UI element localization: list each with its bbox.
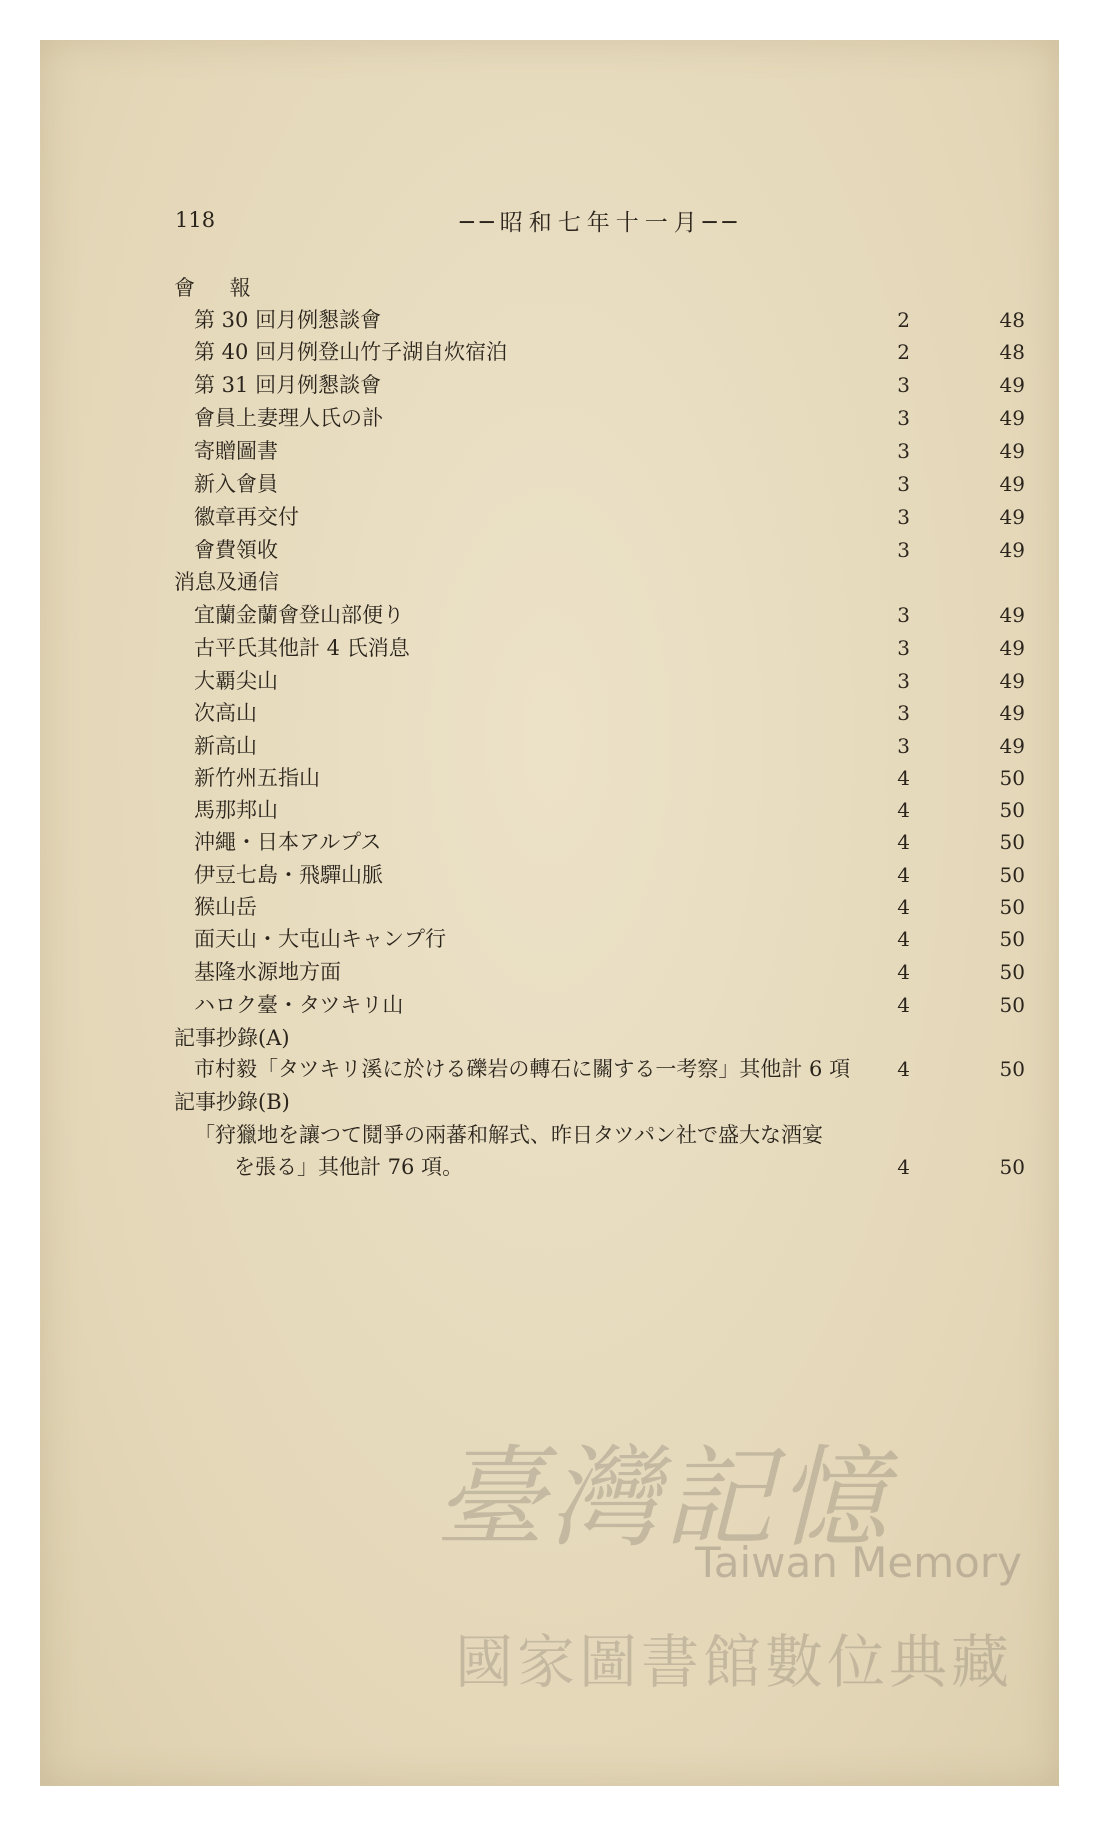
toc-entry-number: 3	[897, 603, 910, 627]
toc-entry-number: 4	[897, 927, 910, 951]
toc-entry-page: 50	[999, 993, 1025, 1017]
toc-entry-title: 寄贈圖書	[194, 439, 278, 463]
toc-entry-number: 3	[897, 701, 910, 725]
document-page	[40, 40, 1059, 1786]
toc-entry-title: ハロク臺・タツキリ山	[194, 993, 404, 1017]
toc-entry-number: 4	[897, 993, 910, 1017]
toc-entry-title: 大覇尖山	[194, 669, 278, 693]
toc-entry-number: 2	[897, 308, 910, 332]
watermark-calligraphy-logo: 臺灣記憶	[435, 1434, 891, 1562]
toc-entry-number: 3	[897, 505, 910, 529]
watermark-institution-text: 國家圖書館數位典藏	[455, 1628, 1014, 1696]
toc-entry-page: 50	[999, 895, 1025, 919]
toc-entry-title: 面天山・大屯山キャンプ行	[194, 927, 446, 951]
toc-entry-title: 會員上妻理人氏の訃	[194, 406, 383, 430]
toc-entry-number: 4	[897, 863, 910, 887]
toc-entry-number: 4	[897, 766, 910, 790]
toc-entry-number: 4	[897, 895, 910, 919]
section-heading-news: 消息及通信	[174, 570, 279, 594]
toc-entry-page: 49	[999, 669, 1025, 693]
section-heading-article-excerpts-b: 記事抄錄(B)	[174, 1090, 290, 1114]
toc-entry-title: 宜蘭金蘭會登山部便り	[194, 603, 404, 627]
toc-entry-title: 會費領收	[194, 538, 278, 562]
toc-entry-page: 50	[999, 863, 1025, 887]
toc-entry-page: 50	[999, 927, 1025, 951]
toc-entry-page: 49	[999, 373, 1025, 397]
toc-entry-number: 4	[897, 1155, 910, 1179]
toc-entry-page: 49	[999, 734, 1025, 758]
toc-entry-number: 3	[897, 538, 910, 562]
section-heading-kaiho: 會 報	[174, 276, 265, 300]
running-header-date: ──昭和七年十一月──	[460, 210, 743, 236]
toc-entry-page: 49	[999, 636, 1025, 660]
toc-entry-number: 3	[897, 439, 910, 463]
toc-entry-title: 新竹州五指山	[194, 766, 320, 790]
toc-entry-number: 4	[897, 830, 910, 854]
toc-entry-page: 50	[999, 1155, 1025, 1179]
toc-entry-number: 2	[897, 340, 910, 364]
toc-entry-title: 新高山	[194, 734, 257, 758]
toc-entry-page: 49	[999, 505, 1025, 529]
watermark-latin-text: Taiwan Memory	[695, 1538, 1022, 1587]
toc-entry-page: 50	[999, 1057, 1025, 1081]
toc-entry-title: 第 31 回月例懇談會	[194, 373, 382, 397]
toc-entry-page: 48	[999, 308, 1025, 332]
toc-entry-number: 4	[897, 1057, 910, 1081]
toc-entry-page: 49	[999, 701, 1025, 725]
toc-entry-title: 次高山	[194, 701, 257, 725]
toc-entry-page: 50	[999, 960, 1025, 984]
toc-entry-page: 50	[999, 830, 1025, 854]
table-of-contents	[40, 40, 1059, 1786]
toc-entry-title-line1: 「狩獵地を讓つて鬩爭の兩蕃和解式、昨日タツパン社で盛大な酒宴	[194, 1123, 823, 1147]
toc-entry-title: 伊豆七島・飛驒山脈	[194, 863, 383, 887]
section-heading-article-excerpts-a: 記事抄錄(A)	[174, 1026, 290, 1050]
toc-entry-title: 沖繩・日本アルプス	[194, 830, 382, 854]
toc-entry-page: 49	[999, 439, 1025, 463]
toc-entry-title: 第 30 回月例懇談會	[194, 308, 382, 332]
toc-entry-page: 48	[999, 340, 1025, 364]
toc-entry-title: 猴山岳	[194, 895, 257, 919]
toc-entry-number: 4	[897, 798, 910, 822]
toc-entry-title: 第 40 回月例登山竹子湖自炊宿泊	[194, 340, 508, 364]
toc-entry-title: 古平氏其他計 4 氏消息	[194, 636, 410, 660]
toc-entry-page: 49	[999, 538, 1025, 562]
toc-entry-title: 徽章再交付	[194, 505, 299, 529]
toc-entry-number: 3	[897, 472, 910, 496]
toc-entry-number: 3	[897, 734, 910, 758]
toc-entry-title-line2: を張る」其他計 76 項。	[234, 1155, 464, 1179]
toc-entry-page: 49	[999, 472, 1025, 496]
toc-entry-number: 3	[897, 669, 910, 693]
toc-entry-title: 市村毅「タツキリ溪に於ける礫岩の轉石に關する一考察」其他計 6 項	[194, 1057, 851, 1081]
page-number: 118	[175, 208, 216, 232]
toc-entry-page: 49	[999, 603, 1025, 627]
toc-entry-page: 49	[999, 406, 1025, 430]
toc-entry-page: 50	[999, 798, 1025, 822]
toc-entry-number: 3	[897, 636, 910, 660]
toc-entry-page: 50	[999, 766, 1025, 790]
toc-entry-title: 馬那邦山	[194, 798, 278, 822]
toc-entry-number: 3	[897, 373, 910, 397]
toc-entry-title: 基隆水源地方面	[194, 960, 341, 984]
toc-entry-title: 新入會員	[194, 472, 278, 496]
toc-entry-number: 3	[897, 406, 910, 430]
toc-entry-number: 4	[897, 960, 910, 984]
